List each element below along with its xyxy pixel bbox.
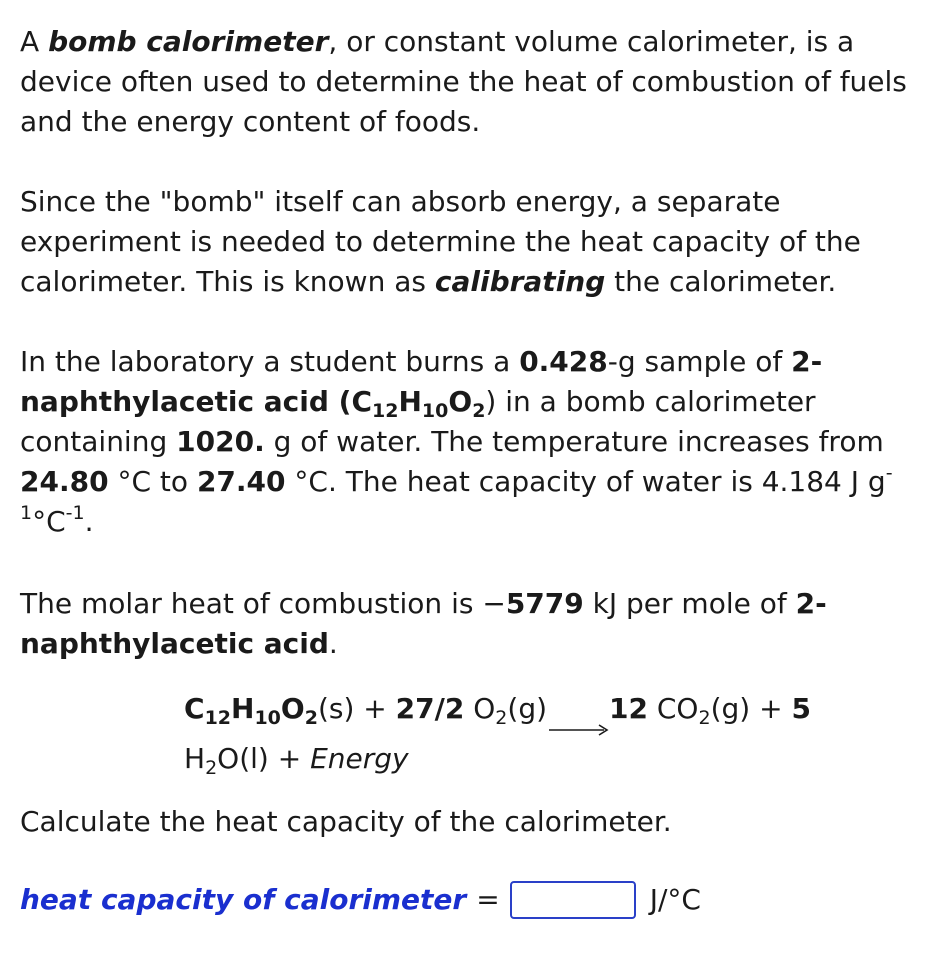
combustion-equation	[184, 684, 920, 784]
formula-subscript: 12	[372, 400, 399, 422]
text: A	[20, 25, 49, 58]
water-mass: 1020.	[176, 425, 265, 458]
eq-part: O	[280, 692, 305, 725]
answer-label: heat capacity of calorimeter	[20, 883, 467, 916]
eq-coefficient: 12	[609, 692, 648, 725]
eq-part: O(l) +	[217, 742, 311, 775]
eq-subscript: 2	[205, 757, 218, 779]
text: °C to	[108, 465, 197, 498]
calibration-paragraph	[20, 182, 920, 302]
experiment-paragraph	[20, 342, 920, 542]
calibrating-term: calibrating	[434, 265, 606, 298]
eq-energy: Energy	[310, 742, 409, 775]
text: Since the "bomb" itself can absorb energy, a separate experiment is needed to determine the heat capacity of the calorimeter. This is known as	[20, 185, 861, 298]
text: g of water. The temperature increases from	[264, 425, 884, 458]
problem-content	[20, 22, 920, 922]
intro-paragraph	[20, 22, 920, 142]
text: kJ per mole of	[583, 587, 796, 620]
formula-subscript: 10	[421, 400, 449, 422]
formula-part: C	[351, 385, 373, 418]
answer-row	[20, 878, 920, 922]
formula-part: H	[398, 385, 422, 418]
eq-subscript: 2	[698, 707, 711, 729]
bomb-calorimeter-term: bomb calorimeter	[48, 25, 329, 58]
eq-subscript: 10	[254, 707, 281, 729]
eq-coefficient: 27/2	[395, 692, 465, 725]
text: in a bomb calorimeter containing	[20, 385, 816, 458]
text: The molar heat of combustion is −	[20, 587, 506, 620]
text: .	[84, 505, 94, 538]
eq-part: (s) +	[317, 692, 396, 725]
eq-part: CO	[647, 692, 699, 725]
exponent: -1	[65, 502, 85, 524]
eq-coefficient: 5	[791, 692, 811, 725]
exponent: -1	[20, 462, 893, 524]
heat-of-combustion-paragraph	[20, 584, 920, 664]
text: the calorimeter.	[605, 265, 837, 298]
sample-mass: 0.428	[519, 345, 608, 378]
unit-label: J/°C	[649, 883, 701, 916]
eq-subscript: 12	[204, 707, 232, 729]
text: °C	[32, 505, 66, 538]
compound-name: 2-naphthylacetic acid	[20, 587, 827, 660]
eq-part: H	[184, 742, 206, 775]
text: -g sample of	[607, 345, 792, 378]
formula-subscript: 2	[472, 400, 486, 422]
text: °C. The heat capacity of water is 4.184 J g	[285, 465, 886, 498]
text: , or constant volume calorimeter, is a device often used to determine the heat of combustion of fuels and the energy content of foods.	[20, 25, 907, 138]
molar-heat-value: 5779	[505, 587, 584, 620]
text: .	[328, 627, 338, 660]
text: )	[485, 385, 497, 418]
eq-part: C	[184, 692, 205, 725]
eq-part: H	[231, 692, 255, 725]
compound-text: 2-naphthylacetic acid (	[20, 345, 823, 418]
reaction-arrow-icon	[547, 703, 609, 717]
question-text: Calculate the heat capacity of the calorimeter.	[20, 805, 672, 838]
eq-part: O	[464, 692, 496, 725]
eq-part: (g)	[507, 692, 548, 725]
eq-part: (g) +	[710, 692, 792, 725]
eq-subscript: 2	[495, 707, 508, 729]
initial-temperature: 24.80	[20, 465, 109, 498]
equals-sign: =	[476, 883, 500, 916]
final-temperature: 27.40	[196, 465, 286, 498]
heat-capacity-input[interactable]	[510, 881, 636, 919]
text: In the laboratory a student burns a	[20, 345, 520, 378]
eq-subscript: 2	[304, 707, 318, 729]
formula-part: O	[448, 385, 473, 418]
